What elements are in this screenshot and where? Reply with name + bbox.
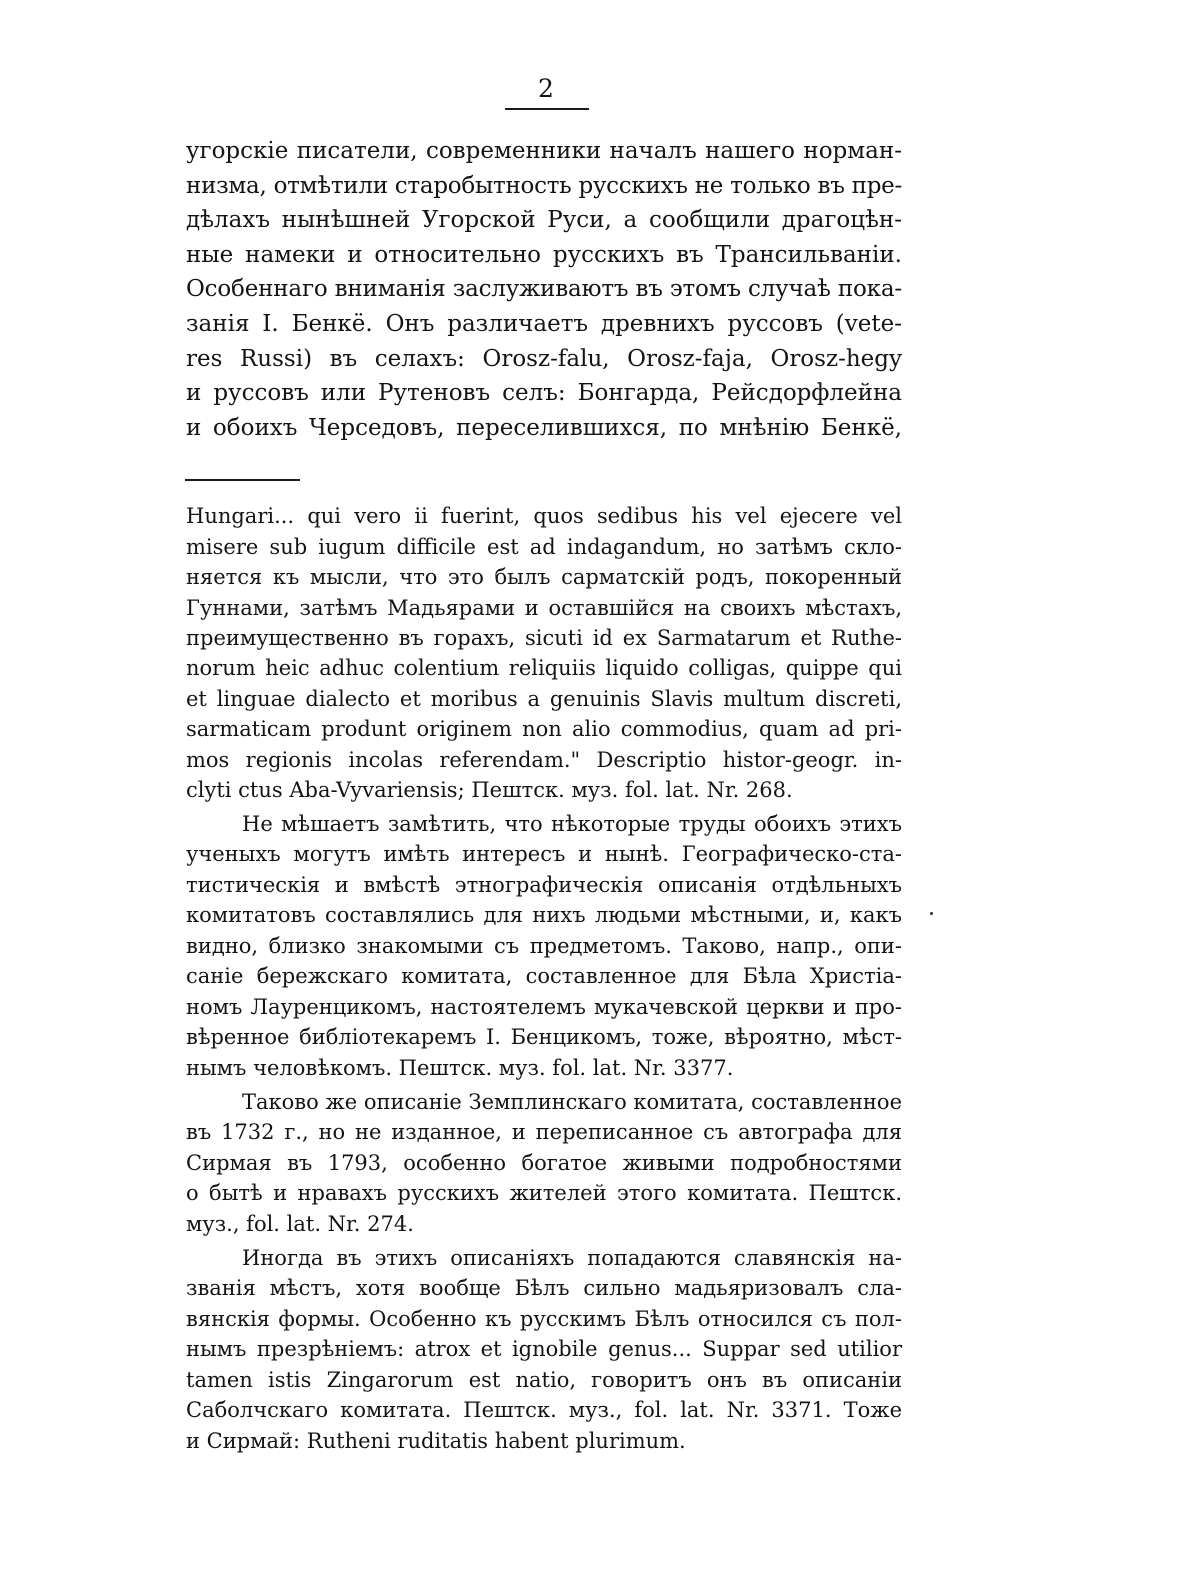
main-line: и руссовъ или Рутеновъ селъ: Бонгарда, Рейсдорфлейна bbox=[186, 380, 902, 406]
footnote-line: Сирмая въ 1793, особенно богатое живыми подробностями bbox=[186, 1151, 902, 1175]
footnote-line: видно, близко знакомыми съ предметомъ. Таково, напр., опи- bbox=[186, 934, 902, 958]
footnote-line: et linguae dialecto et moribus a genuinis Slavis multum discreti, bbox=[186, 687, 902, 711]
main-line: и обоихъ Черседовъ, переселившихся, по мнѣнію Бенкё, bbox=[186, 415, 902, 441]
footnote-line: Не мѣшаетъ замѣтить, что нѣкоторые труды обоихъ этихъ bbox=[242, 812, 902, 836]
footnote-line: norum heic adhuc colentium reliquiis liquido colligas, quippe qui bbox=[186, 656, 902, 680]
footnote-line: нымъ презрѣніемъ: atrox et ignobile genus... Suppar sed utilior bbox=[186, 1337, 902, 1361]
main-line: дѣлахъ нынѣшней Угорской Руси, а сообщили драгоцѣн- bbox=[186, 207, 902, 233]
footnote-line: misere sub iugum difficile est ad indagandum, но затѣмъ скло- bbox=[186, 535, 902, 559]
main-line: Особеннаго вниманія заслуживаютъ въ этомъ случаѣ пока- bbox=[186, 276, 902, 302]
footnote-line: муз., fol. lat. Nr. 274. bbox=[186, 1212, 414, 1236]
main-line: ные намеки и относительно русскихъ въ Трансильваніи. bbox=[186, 242, 902, 268]
footnote-line: mos regionis incolas referendam." Descriptio histor-geogr. in- bbox=[186, 748, 902, 772]
main-line: низма, отмѣтили старобытность русскихъ не только въ пре- bbox=[186, 173, 902, 199]
footnote-line: clyti ctus Aba-Vyvariensis; Пештск. муз. fol. lat. Nr. 268. bbox=[186, 778, 793, 802]
footnote-line: Саболчскаго комитата. Пештск. муз., fol. lat. Nr. 3371. Тоже bbox=[186, 1398, 902, 1422]
main-line: res Russi) въ селахъ: Orosz-falu, Orosz-faja, Orosz-hegy bbox=[186, 346, 902, 372]
footnote-line: ученыхъ могутъ имѣть интересъ и нынѣ. Географическо-ста- bbox=[186, 842, 902, 866]
footnote-line: тистическія и вмѣстѣ этнографическія описанія отдѣльныхъ bbox=[186, 873, 902, 897]
footnote-line: sarmaticam produnt originem non alio commodius, quam ad pri- bbox=[186, 717, 902, 741]
footnote-line: о бытѣ и нравахъ русскихъ жителей этого комитата. Пештск. bbox=[186, 1181, 902, 1205]
footnote-line: саніе бережскаго комитата, составленное для Бѣла Христіа- bbox=[186, 964, 902, 988]
footnote-line: Hungari... qui vero ii fuerint, quos sedibus his vel ejecere vel bbox=[186, 504, 902, 528]
footnote-line: званія мѣстъ, хотя вообще Бѣлъ сильно мадьяризовалъ сла- bbox=[186, 1276, 902, 1300]
footnote-line: въ 1732 г., но не изданное, и переписанное съ автографа для bbox=[186, 1120, 902, 1144]
footnote-line: tamen istis Zingarorum est natio, говоритъ онъ въ описаніи bbox=[186, 1368, 902, 1392]
main-line: занія І. Бенкё. Онъ различаетъ древнихъ руссовъ (vete- bbox=[186, 311, 902, 337]
main-line: угорскіе писатели, современники началъ нашего норман- bbox=[186, 138, 902, 164]
footnote-line: Таково же описаніе Земплинскаго комитата, составленное bbox=[242, 1090, 902, 1114]
footnote-line: вянскія формы. Особенно къ русскимъ Бѣлъ относился съ пол- bbox=[186, 1307, 902, 1331]
page-number: 2 bbox=[538, 74, 554, 103]
footnote-rule bbox=[185, 479, 300, 481]
footnote-line: комитатовъ составлялись для нихъ людьми мѣстными, и, какъ bbox=[186, 903, 902, 927]
footnote-line: Гуннами, затѣмъ Мадьярами и оставшійся на своихъ мѣстахъ, bbox=[186, 596, 902, 620]
footnote-line: преимущественно въ горахъ, sicuti id ex Sarmatarum et Ruthe- bbox=[186, 626, 902, 650]
stray-dot bbox=[930, 912, 933, 915]
footnote-line: и Сирмай: Rutheni ruditatis habent plurimum. bbox=[186, 1429, 686, 1453]
page-number-rule bbox=[505, 108, 589, 110]
footnote-line: няется къ мысли, что это былъ сарматскій родъ, покоренный bbox=[186, 565, 902, 589]
footnote-line: Иногда въ этихъ описаніяхъ попадаются славянскія на- bbox=[242, 1246, 902, 1270]
footnote-line: вѣренное библіотекаремъ І. Бенцикомъ, тоже, вѣроятно, мѣст- bbox=[186, 1025, 902, 1049]
footnote-line: номъ Лауренцикомъ, настоятелемъ мукачевской церкви и про- bbox=[186, 995, 902, 1019]
footnote-line: нымъ человѣкомъ. Пештск. муз. fol. lat. Nr. 3377. bbox=[186, 1056, 734, 1080]
